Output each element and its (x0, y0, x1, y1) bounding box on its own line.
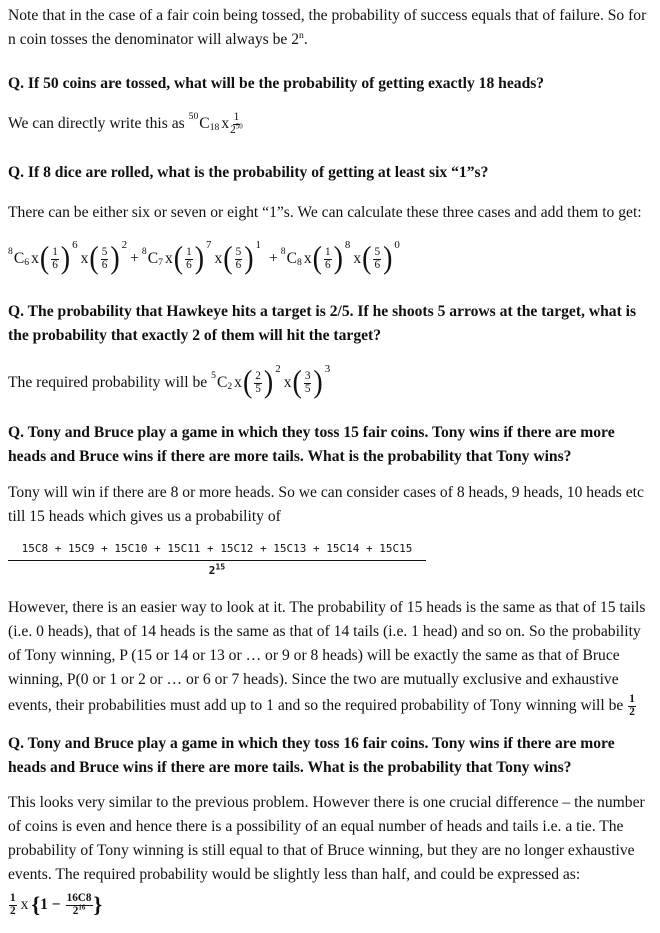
sum-fraction (8, 542, 426, 577)
answer-4-explanation: However, there is an easier way to look at it. The probability of 15 heads is the same as that of 15 tails (i.e. 0 heads), that of 14 heads is the same as that of 14 tails (i.e. 1 head) and so on. So the probability of Tony winning, P (15 or 14 or 13 or … or 9 or 8 heads) will be exactly the same as that of Bruce winning, P(0 or 1 or 2 or … or 6 or 7 heads). Since the two are mutually exclusive and exhaustive events, their probabilities must add up to 1 and so the required probability of Tony winning will be $\frac{1}{2}$ (8, 599, 646, 718)
fraction-1-over-2-50: $\frac{1}{2^{50}}$ (230, 111, 243, 136)
sum-denominator: $2^{15}$ (208, 561, 226, 577)
intro-paragraph (8, 4, 652, 52)
answer-1: We can directly write this as 50 C 18 x $\frac{1}{2^{50}}$ (8, 111, 243, 136)
question-2: Q. If 8 dice are rolled, what is the probability of getting at least six “1”s? (8, 164, 489, 181)
answer-5-text: This looks very similar to the previous problem. However there is one crucial difference – the number of coins is even and hence there is a possibility of an equal number of heads and tails i.e. a tie. The probability of Tony winning is still equal to that of Bruce winning, but they are no longer exhaustive events. The required probability would be slightly less than half, and could be expressed as: (8, 794, 645, 883)
answer-2-formula: 8 C 6 x ( $\frac{1}{6}$ ) 6 x ( $\frac{5}{6}$ ) 2 + 8 C 7 x ( $\frac{1}{6}$ ) 7 x ( $\frac{5}{6}$ ) 1 + 8 C 8 x ( $\frac{1}{6}$ ) 8 x ( $\frac{5}{6}$ ) 0 (8, 239, 400, 277)
answer-5-formula: $\frac{1}{2}$ x { 1 − $\frac{16C8}{2^{16}}$ } (10, 892, 103, 918)
question-4: Q. Tony and Bruce play a game in which they toss 15 fair coins. Tony wins if there are more heads and Bruce wins if there are more tails. What is the probability that Tony wins? (8, 424, 615, 465)
question-3: Q. The probability that Hawkeye hits a target is 2/5. If he shoots 5 arrows at the target, what is the probability that exactly 2 of them will hit the target? (8, 303, 637, 344)
answer-2-text: There can be either six or seven or eight “1”s. We can calculate these three cases and add them to get: (8, 204, 642, 221)
intro-line-1: Note that in the case of a fair coin being tossed, the probability of success equals that of failure. So for (8, 7, 647, 24)
question-1: Q. If 50 coins are tossed, what will be the probability of getting exactly 18 heads? (8, 75, 545, 92)
answer-4-text: Tony will win if there are 8 or more heads. So we can consider cases of 8 heads, 9 heads, 10 heads etc till 15 heads which gives us a probability of (8, 484, 644, 525)
sum-numerator: 15C8 + 15C9 + 15C10 + 15C11 + 15C12 + 15C13 + 15C14 + 15C15 (8, 542, 426, 561)
intro-line-2: n coin tosses the denominator will always be 2$^n$. (8, 29, 308, 48)
answer-3: The required probability will be 5 C 2 x ( $\frac{2}{5}$ ) 2 x ( $\frac{3}{5}$ ) 3 (8, 363, 331, 401)
question-5: Q. Tony and Bruce play a game in which they toss 16 fair coins. Tony wins if there are more heads and Bruce wins if there are more tails. What is the probability that Tony wins? (8, 735, 615, 776)
